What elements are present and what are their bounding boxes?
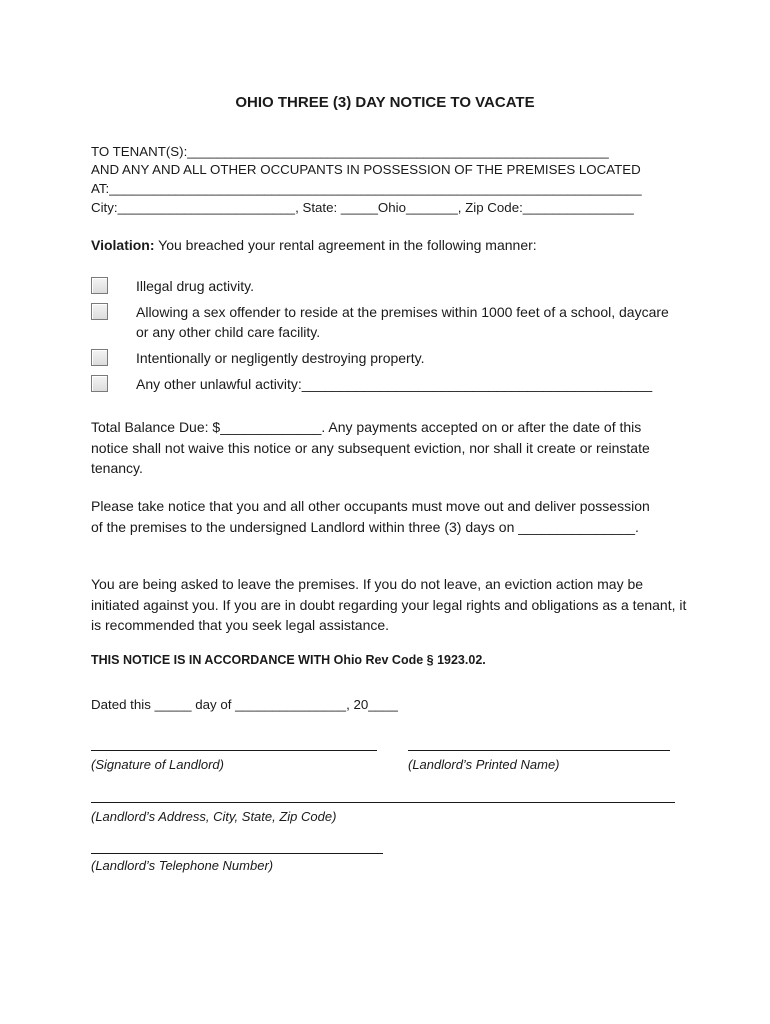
option-label-sex-offender: Allowing a sex offender to reside at the premises within 1000 feet of a school, daycare or any other child care facility. xyxy=(136,304,669,340)
checkbox-sex-offender[interactable] xyxy=(91,303,108,320)
landlord-signature-line xyxy=(91,750,377,751)
violation-line xyxy=(91,237,537,253)
city-label: City:________________________, State: xyxy=(91,200,341,215)
state-value: _____Ohio_______ xyxy=(340,200,458,215)
checkbox-other-unlawful[interactable] xyxy=(91,375,108,392)
option-label-illegal-drug: Illegal drug activity. xyxy=(136,278,255,294)
landlord-address-caption: (Landlord’s Address, City, State, Zip Code) xyxy=(91,809,337,824)
move-out-paragraph: Please take notice that you and all other occupants must move out and deliver possession of the premises to the undersigned Landlord within three (3) days on _______________. xyxy=(91,498,650,535)
option-label-other-unlawful: Any other unlawful activity:_____________________________________________ xyxy=(136,376,653,392)
warning-paragraph: You are being asked to leave the premises. If you do not leave, an eviction action may be initiated against you. If you are in doubt regarding your legal rights and obligations as a tenant, it is recommended that you seek legal assistance. xyxy=(91,576,687,633)
zip-label: , Zip Code:_______________ xyxy=(457,200,634,215)
occupants-line: AND ANY AND ALL OTHER OCCUPANTS IN POSSESSION OF THE PREMISES LOCATED xyxy=(91,162,641,177)
violation-label: Violation: xyxy=(91,237,155,253)
landlord-telephone-line xyxy=(91,853,383,854)
to-tenants-line: TO TENANT(S):_________________________________________________________ xyxy=(91,144,609,159)
landlord-telephone-caption: (Landlord’s Telephone Number) xyxy=(91,858,274,873)
landlord-printed-name-caption: (Landlord’s Printed Name) xyxy=(408,757,560,772)
landlord-signature-caption: (Signature of Landlord) xyxy=(91,757,224,772)
address-at-line: AT:________________________________________________________________________ xyxy=(91,181,642,196)
accordance-statement: THIS NOTICE IS IN ACCORDANCE WITH Ohio Rev Code § 1923.02. xyxy=(91,653,486,667)
landlord-address-line xyxy=(91,802,675,803)
violation-text: You breached your rental agreement in the following manner: xyxy=(154,237,537,253)
checkbox-illegal-drug[interactable] xyxy=(91,277,108,294)
dated-line: Dated this _____ day of _______________, 20____ xyxy=(91,697,398,712)
checkbox-destroying-property[interactable] xyxy=(91,349,108,366)
option-label-destroying-property: Intentionally or negligently destroying property. xyxy=(136,350,425,366)
page-title: OHIO THREE (3) DAY NOTICE TO VACATE xyxy=(235,94,535,111)
balance-paragraph: Total Balance Due: $_____________. Any payments accepted on or after the date of this notice shall not waive this notice or any subsequent eviction, nor shall it create or reinstate tenancy. xyxy=(91,419,650,476)
landlord-printed-name-line xyxy=(408,750,670,751)
city-state-zip-line xyxy=(91,200,634,215)
